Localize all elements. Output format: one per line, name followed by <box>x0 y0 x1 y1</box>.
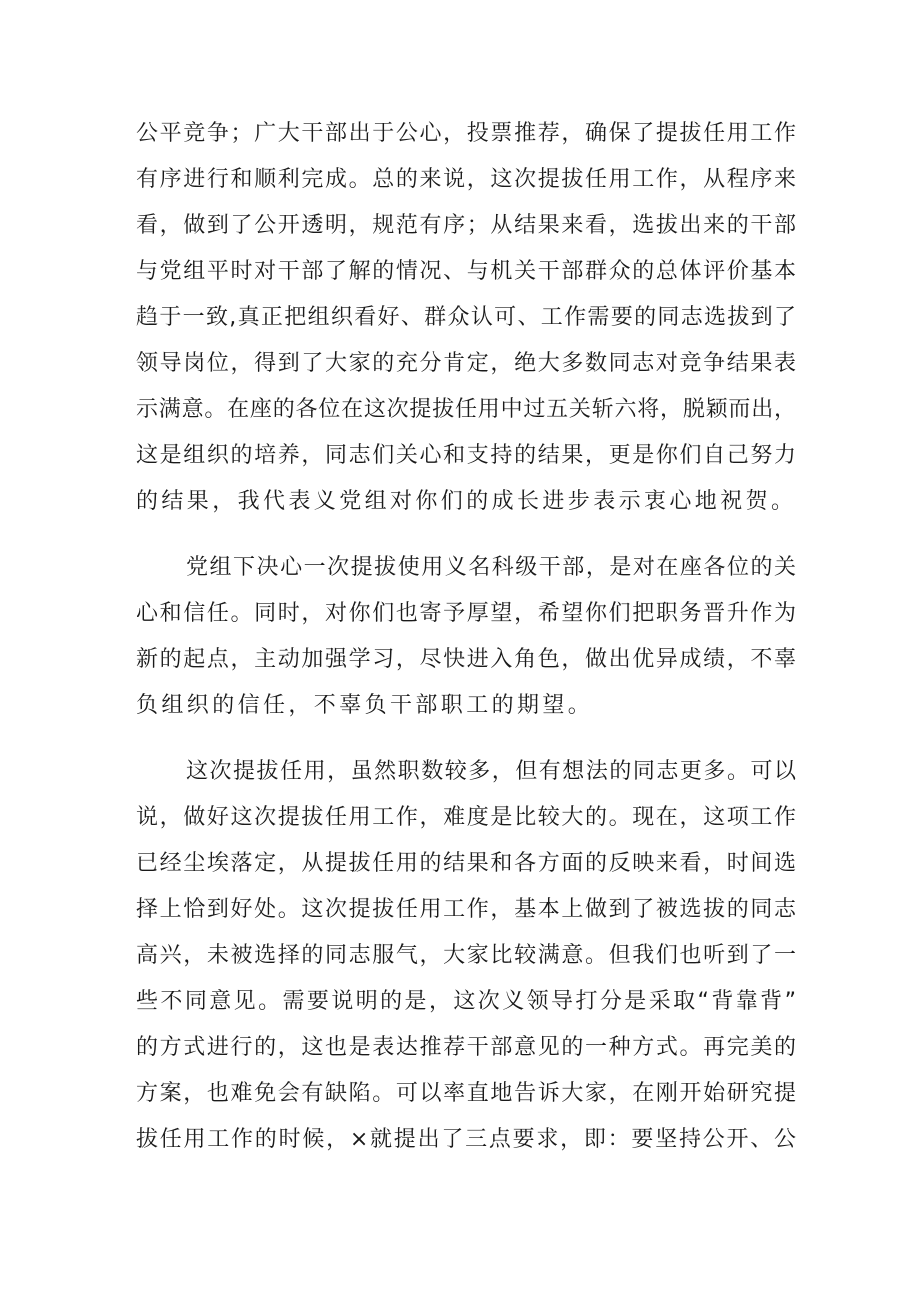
paragraph-1-line-4: 与党组平时对干部了解的情况、与机关干部群众的总体评价基本 <box>136 259 796 284</box>
paragraph-1-line-7: 示满意。在座的各位在这次提拔任用中过五关斩六将，脱颖而出， <box>136 397 796 422</box>
paragraph-2-line-2: 心和信任。同时，对你们也寄予厚望，希望你们把职务晋升作为 <box>136 601 796 626</box>
paragraph-1-line-6: 领导岗位，得到了大家的充分肯定，绝大多数同志对竞争结果表 <box>136 351 796 376</box>
paragraph-1-line-9: 的结果，我代表义党组对你们的成长进步表示衷心地祝贺。 <box>136 489 797 514</box>
paragraph-3-line-5: 高兴，未被选择的同志服气，大家比较满意。但我们也听到了一 <box>136 943 796 968</box>
paragraph-2-line-3: 新的起点，主动加强学习，尽快进入角色，做出优异成绩，不辜 <box>136 647 796 672</box>
paragraph-1-line-8: 这是组织的培养，同志们关心和支持的结果，更是你们自己努力 <box>136 443 796 468</box>
paragraph-3-line-6: 些不同意见。需要说明的是，这次义领导打分是采取“背靠背” <box>136 989 796 1014</box>
paragraph-1-line-2: 有序进行和顺利完成。总的来说，这次提拔任用工作，从程序来 <box>136 167 796 192</box>
paragraph-3-line-7: 的方式进行的，这也是表达推荐干部意见的一种方式。再完美的 <box>136 1035 796 1060</box>
paragraph-3-line-4: 择上恰到好处。这次提拔任用工作，基本上做到了被选拔的同志 <box>136 897 796 922</box>
paragraph-2-line-4: 负组织的信任，不辜负干部职工的期望。 <box>136 693 594 718</box>
paragraph-1-line-3: 看，做到了公开透明，规范有序；从结果来看，选拔出来的干部 <box>136 213 796 238</box>
paragraph-3-line-9: 拔任用工作的时候，×就提出了三点要求，即：要坚持公开、公 <box>136 1127 796 1152</box>
paragraph-3-line-2: 说，做好这次提拔任用工作，难度是比较大的。现在，这项工作 <box>136 805 796 830</box>
paragraph-1-line-1: 公平竞争；广大干部出于公心，投票推荐，确保了提拔任用工作 <box>136 121 796 146</box>
paragraph-3-line-1: 这次提拔任用，虽然职数较多，但有想法的同志更多。可以 <box>186 759 796 784</box>
paragraph-3-line-8: 方案，也难免会有缺陷。可以率直地告诉大家，在刚开始研究提 <box>136 1081 796 1106</box>
paragraph-1-line-5: 趋于一致,真正把组织看好、群众认可、工作需要的同志选拔到了 <box>136 305 796 330</box>
paragraph-2-line-1: 党组下决心一次提拔使用义名科级干部，是对在座各位的关 <box>186 555 796 580</box>
paragraph-3-line-3: 已经尘埃落定，从提拔任用的结果和各方面的反映来看，时间选 <box>136 851 796 876</box>
